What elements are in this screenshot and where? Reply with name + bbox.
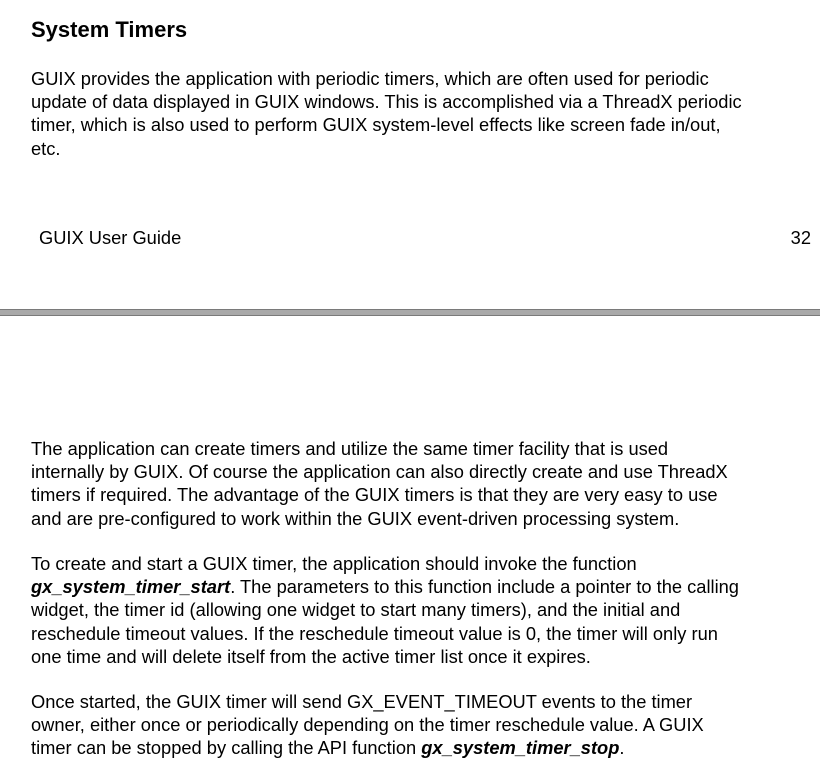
paragraph-text: . The parameters to this function include a pointer to the calling [230,576,739,598]
paragraph-line: internally by GUIX. Of course the application can also directly create and use ThreadX [31,461,728,483]
footer-page-number: 32 [790,227,811,248]
function-name-stop: gx_system_timer_stop [421,737,620,759]
footer-doc-title: GUIX User Guide [39,227,182,248]
function-name-start: gx_system_timer_start [31,576,231,598]
timers-paragraph-1 [31,437,728,530]
paragraph-text: timer can be stopped by calling the API function [31,737,422,759]
paragraph-line: owner, either once or periodically depending on the timer reschedule value. A GUIX [31,714,704,736]
paragraph-line: etc. [31,137,61,159]
timers-paragraph-3 [31,690,704,760]
page-separator [0,309,820,316]
paragraph-line: widget, the timer id (allowing one widget to start many timers), and the initial and [31,599,681,621]
page-32 [0,0,820,309]
paragraph-line: To create and start a GUIX timer, the application should invoke the function [31,553,637,574]
section-title: System Timers [31,17,188,42]
paragraph-line: reschedule timeout values. If the reschedule timeout value is 0, the timer will only run [31,622,718,644]
paragraph-line: Once started, the GUIX timer will send GX_EVENT_TIMEOUT events to the timer [31,691,693,712]
paragraph-line: one time and will delete itself from the active timer list once it expires. [31,645,591,667]
paragraph-line [31,736,704,759]
paragraph-line [31,575,739,598]
paragraph-line: timers if required. The advantage of the GUIX timers is that they are very easy to use [31,484,718,506]
timers-paragraph-2 [31,552,739,668]
paragraph-line: update of data displayed in GUIX windows. This is accomplished via a ThreadX periodic [31,91,742,113]
paragraph-line: and are pre-configured to work within the GUIX event-driven processing system. [31,507,680,529]
paragraph-line: GUIX provides the application with periodic timers, which are often used for periodic [31,68,709,89]
paragraph-line: timer, which is also used to perform GUIX system-level effects like screen fade in/out, [31,114,721,136]
paragraph-text: . [619,737,625,759]
intro-paragraph [31,67,742,160]
paragraph-line: The application can create timers and utilize the same timer facility that is used [31,438,669,459]
